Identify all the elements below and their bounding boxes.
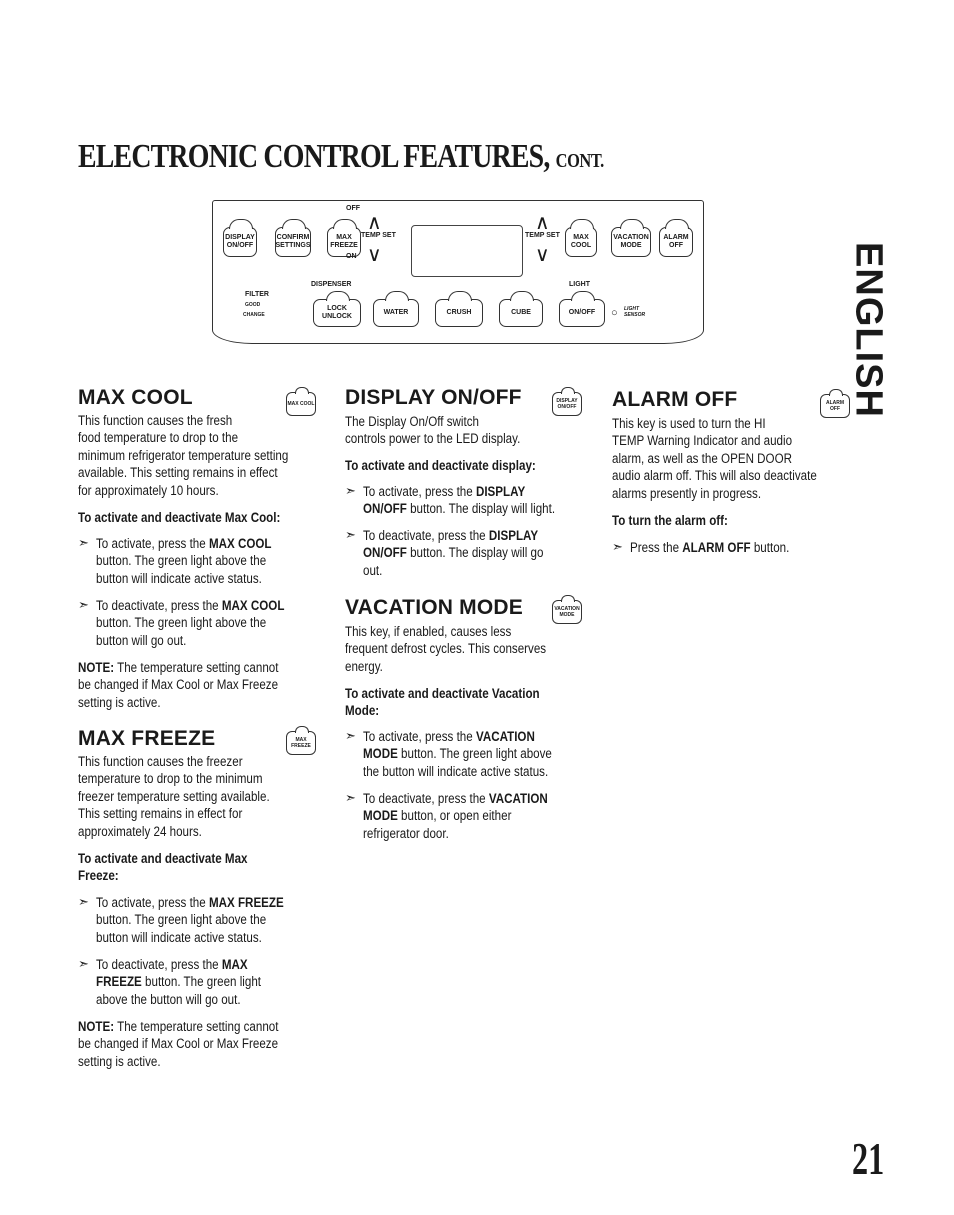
panel-key-label: ALARM OFF	[663, 234, 689, 249]
page-title-main: ELECTRONIC CONTROL FEATURES,	[78, 138, 550, 175]
panel-key-label: DISPLAY ON/OFF	[225, 234, 255, 249]
temp-up-arrow-icon: ∧	[535, 212, 550, 234]
panel-key-label: ON/OFF	[568, 309, 596, 316]
text-line: freezer temperature setting available.	[78, 788, 270, 804]
text-line: This setting remains in effect for	[78, 806, 243, 822]
text-run: The temperature setting cannot	[114, 1019, 279, 1034]
max-cool-intro-line: food temperature to drop to the	[78, 430, 239, 446]
panel-key-label: LOCK UNLOCK	[322, 305, 352, 320]
text-run: To activate, press the	[96, 895, 209, 910]
panel-temp-set-left: TEMP SET	[361, 232, 396, 239]
temp-down-arrow-icon: ∨	[535, 244, 550, 266]
panel-key-label: WATER	[383, 309, 409, 316]
panel-led-display	[411, 225, 523, 277]
text-run-bold: MODE	[363, 808, 398, 824]
panel-key-light-onoff	[559, 299, 605, 327]
text-line: be changed if Max Cool or Max Freeze	[78, 1036, 279, 1052]
bullet-icon: ➣	[345, 790, 356, 805]
text-line: alarms presently in progress.	[612, 485, 762, 501]
text-run: button.	[750, 540, 790, 555]
text-line: audio alarm off. This will also deactivate	[612, 468, 817, 484]
text-run-bold: DISPLAY	[475, 484, 526, 499]
text-run: To deactivate, press the	[363, 528, 489, 543]
panel-light-label: LIGHT	[569, 281, 590, 288]
max-cool-subhead: To activate and deactivate Max Cool:	[78, 510, 281, 525]
max-cool-intro-line: available. This setting remains in effect	[78, 465, 278, 481]
text-run: To deactivate, press the	[96, 957, 222, 972]
text-run: To activate, press the	[96, 536, 209, 551]
display-onoff-heading: DISPLAY ON/OFF	[345, 386, 522, 409]
text-line: This key, if enabled, causes less	[345, 624, 512, 639]
panel-key-label: CRUSH	[446, 309, 472, 316]
text-run-bold: MAX COOL	[221, 598, 285, 613]
display-onoff-icon-label: DISPLAY ON/OFF	[556, 398, 578, 410]
display-onoff-activate	[363, 483, 586, 518]
panel-filter-label: FILTER	[245, 291, 269, 298]
text-run-bold: MODE	[363, 746, 398, 762]
bullet-icon: ➣	[78, 956, 89, 971]
text-line: energy.	[345, 658, 383, 674]
vacation-mode-deactivate	[363, 790, 578, 842]
max-cool-deactivate	[96, 597, 315, 649]
max-freeze-heading: MAX FREEZE	[78, 727, 216, 750]
panel-key-confirm-settings	[275, 227, 311, 257]
text-run: button, or open either	[397, 808, 512, 824]
text-line: out.	[363, 562, 383, 578]
text-line: button will indicate active status.	[96, 929, 262, 945]
text-run-bold: ALARM OFF	[682, 540, 751, 555]
text-run: To deactivate, press the	[363, 791, 489, 806]
text-line: button. The green light above the	[96, 912, 267, 928]
text-run-bold: VACATION	[475, 729, 535, 744]
max-freeze-subhead	[78, 850, 275, 885]
text-line: This key is used to turn the HI	[612, 416, 766, 431]
bullet-icon: ➣	[78, 535, 89, 550]
text-run-bold: MAX COOL	[208, 536, 272, 551]
panel-temp-set-right: TEMP SET	[525, 232, 560, 239]
text-line: controls power to the LED display.	[345, 431, 521, 447]
text-line: button will go out.	[96, 632, 187, 648]
panel-key-cube	[499, 299, 543, 327]
text-run-bold: VACATION	[488, 791, 548, 806]
text-line: setting is active.	[78, 1053, 161, 1069]
text-line: TEMP Warning Indicator and audio	[612, 433, 793, 449]
text-run: To activate, press the	[363, 729, 476, 744]
text-line: the button will indicate active status.	[363, 763, 549, 779]
bullet-icon: ➣	[78, 597, 89, 612]
bullet-icon: ➣	[345, 483, 356, 498]
panel-key-label: MAX FREEZE	[330, 234, 358, 249]
max-cool-intro-line: minimum refrigerator temperature setting	[78, 447, 289, 463]
language-tab-label: ENGLISH	[847, 242, 890, 418]
language-tab	[838, 242, 898, 418]
text-run-bold: MAX FREEZE	[208, 895, 284, 910]
panel-key-crush	[435, 299, 483, 327]
text-line: The Display On/Off switch	[345, 414, 479, 429]
vacation-mode-icon-label: VACATION MODE	[554, 606, 580, 618]
max-freeze-intro	[78, 753, 301, 840]
temp-down-arrow-icon: ∨	[367, 244, 382, 266]
text-run: button. The green light	[141, 974, 262, 990]
panel-key-label: MAX COOL	[570, 234, 592, 249]
text-line: be changed if Max Cool or Max Freeze	[78, 677, 279, 693]
text-run-bold: ON/OFF	[363, 545, 407, 561]
panel-key-water	[373, 299, 419, 327]
panel-light-sensor-label: LIGHT SENSOR	[624, 306, 646, 318]
text-line: frequent defrost cycles. This conserves	[345, 641, 547, 657]
max-freeze-note	[78, 1018, 311, 1070]
text-run: Press the	[630, 540, 683, 555]
text-run: button. The display will go	[406, 545, 544, 561]
panel-key-vacation-mode	[611, 227, 651, 257]
alarm-off-press	[630, 539, 815, 556]
text-run: button. The green light above	[397, 746, 552, 762]
display-onoff-button-icon	[552, 392, 582, 416]
max-freeze-deactivate	[96, 956, 288, 1008]
text-line: button. The green light above the	[96, 553, 267, 569]
max-freeze-icon-label: MAX FREEZE	[291, 737, 311, 749]
panel-key-max-cool	[565, 227, 597, 257]
panel-key-alarm-off	[659, 227, 693, 257]
text-line: To activate and deactivate Vacation	[345, 686, 540, 701]
max-cool-activate	[96, 535, 300, 587]
alarm-off-intro	[612, 415, 850, 502]
text-line: Freeze:	[78, 868, 119, 884]
max-cool-intro	[78, 412, 323, 499]
panel-key-label: CUBE	[511, 309, 531, 316]
max-cool-icon-label: MAX COOL	[287, 401, 315, 407]
alarm-off-icon-label: ALARM OFF	[825, 400, 845, 412]
vacation-mode-intro	[345, 623, 579, 675]
max-cool-intro-line: for approximately 10 hours.	[78, 482, 219, 498]
text-line: temperature to drop to the minimum	[78, 771, 263, 787]
display-onoff-subhead: To activate and deactivate display:	[345, 458, 536, 473]
text-run: button. The display will light.	[406, 501, 556, 517]
text-run-bold: ON/OFF	[363, 501, 407, 517]
panel-dispenser-label: DISPENSER	[311, 281, 352, 288]
text-line: To activate and deactivate Max	[78, 851, 248, 866]
panel-key-display-onoff	[223, 227, 257, 257]
text-line: setting is active.	[78, 694, 161, 710]
text-line: Mode:	[345, 703, 380, 719]
display-onoff-intro	[345, 413, 549, 448]
text-line: button will indicate active status.	[96, 570, 262, 586]
text-run: To deactivate, press the	[96, 598, 222, 613]
max-cool-note	[78, 659, 311, 711]
max-cool-intro-line: This function causes the fresh	[78, 413, 233, 428]
text-line: approximately 24 hours.	[78, 823, 202, 839]
note-label: NOTE:	[78, 1019, 115, 1034]
alarm-off-heading: ALARM OFF	[612, 388, 738, 411]
panel-key-label: VACATION MODE	[613, 234, 649, 249]
display-onoff-deactivate	[363, 527, 573, 579]
control-panel-diagram	[212, 200, 704, 344]
vacation-mode-activate	[363, 728, 583, 780]
text-run-bold: FREEZE	[96, 974, 142, 990]
max-cool-heading: MAX COOL	[78, 386, 193, 409]
max-freeze-activate	[96, 894, 314, 946]
page-title-suffix: CONT.	[555, 150, 604, 172]
alarm-off-subhead: To turn the alarm off:	[612, 513, 728, 528]
text-line: refrigerator door.	[363, 825, 449, 841]
panel-filter-good: GOOD	[245, 302, 261, 308]
panel-key-lock-unlock	[313, 299, 361, 327]
bullet-icon: ➣	[612, 539, 623, 554]
vacation-mode-heading: VACATION MODE	[345, 596, 523, 619]
text-run-bold: MAX	[221, 957, 248, 972]
max-freeze-button-icon	[286, 731, 316, 755]
note-label: NOTE:	[78, 660, 115, 675]
text-run: To activate, press the	[363, 484, 476, 499]
text-line: button. The green light above the	[96, 615, 267, 631]
page-title	[78, 138, 604, 176]
page-number: 21	[852, 1133, 885, 1184]
panel-on-label: ON	[346, 253, 357, 260]
bullet-icon: ➣	[78, 894, 89, 909]
panel-key-label: CONFIRM SETTINGS	[275, 234, 311, 249]
light-sensor-icon: ○	[611, 307, 618, 319]
text-line: This function causes the freezer	[78, 754, 243, 769]
text-line: alarm, as well as the OPEN DOOR	[612, 450, 793, 466]
panel-filter-change: CHANGE	[243, 312, 265, 318]
bullet-icon: ➣	[345, 527, 356, 542]
panel-off-label: OFF	[346, 205, 360, 212]
temp-up-arrow-icon: ∧	[367, 212, 382, 234]
vacation-mode-button-icon	[552, 600, 582, 624]
vacation-mode-subhead	[345, 685, 571, 720]
text-run-bold: DISPLAY	[488, 528, 539, 543]
text-line: above the button will go out.	[96, 991, 241, 1007]
bullet-icon: ➣	[345, 728, 356, 743]
text-run: The temperature setting cannot	[114, 660, 279, 675]
